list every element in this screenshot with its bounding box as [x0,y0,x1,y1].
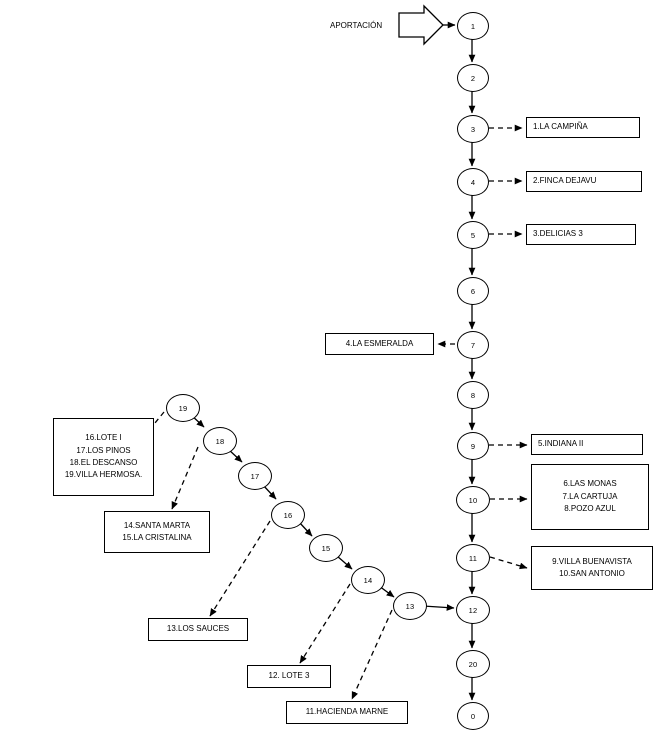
box-line: 3.DELICIAS 3 [533,229,583,239]
box-la-campina[interactable] [526,117,640,138]
box-la-esmeralda[interactable] [325,333,434,355]
box-line: 7.LA CARTUJA [562,491,618,501]
box-line: 11.HACIENDA MARNE [305,707,389,717]
box-finca-dejavu[interactable] [526,171,642,192]
node-4[interactable]: 4 [457,168,489,196]
box-line: 4.LA ESMERALDA [345,338,414,348]
node-11[interactable]: 11 [456,544,490,572]
box-hacienda-marne[interactable] [286,701,408,724]
box-line: 16.LOTE I [85,433,122,443]
box-las-monas-group[interactable] [531,464,649,530]
node-16[interactable]: 16 [271,501,305,529]
box-indiana-ii[interactable] [531,434,643,455]
node-9[interactable]: 9 [457,432,489,460]
node-8[interactable]: 8 [457,381,489,409]
box-line: 13.LOS SAUCES [166,624,230,634]
node-0[interactable]: 0 [457,702,489,730]
node-3[interactable]: 3 [457,115,489,143]
node-7[interactable]: 7 [457,331,489,359]
box-line: 5.INDIANA II [538,439,584,449]
box-line: 6.LAS MONAS [563,479,617,489]
node-14[interactable]: 14 [351,566,385,594]
node-17[interactable]: 17 [238,462,272,490]
node-10[interactable]: 10 [456,486,490,514]
node-15[interactable]: 15 [309,534,343,562]
box-lote-i-group[interactable] [53,418,154,496]
box-line: 12. LOTE 3 [268,671,310,681]
node-5[interactable]: 5 [457,221,489,249]
node-6[interactable]: 6 [457,277,489,305]
box-line: 17.LOS PINOS [76,445,131,455]
node-12[interactable]: 12 [456,596,490,624]
box-santa-marta-group[interactable] [104,511,210,553]
box-line: 15.LA CRISTALINA [122,533,192,542]
node-1[interactable]: 1 [457,12,489,40]
aportacion-arrow-shape [399,6,443,44]
box-line: 8.POZO AZUL [564,504,616,514]
box-delicias-3[interactable] [526,224,636,245]
box-line: 14.SANTA MARTA [123,520,191,530]
box-villa-buenavista-group[interactable] [531,546,653,590]
aportacion-label: APORTACIÓN [330,21,383,30]
node-20[interactable]: 20 [456,650,490,678]
box-line: 10.SAN ANTONIO [559,569,625,578]
node-18[interactable]: 18 [203,427,237,455]
box-line: 18.EL DESCANSO [69,458,138,467]
box-lote-3[interactable] [247,665,331,688]
box-line: 9.VILLA BUENAVISTA [552,556,632,566]
box-line: 2.FINCA DEJAVU [533,176,597,186]
node-2[interactable]: 2 [457,64,489,92]
box-line: 1.LA CAMPIÑA [533,122,588,132]
node-13[interactable]: 13 [393,592,427,620]
node-19[interactable]: 19 [166,394,200,422]
box-los-sauces[interactable] [148,618,248,641]
box-line: 19.VILLA HERMOSA. [64,470,143,480]
